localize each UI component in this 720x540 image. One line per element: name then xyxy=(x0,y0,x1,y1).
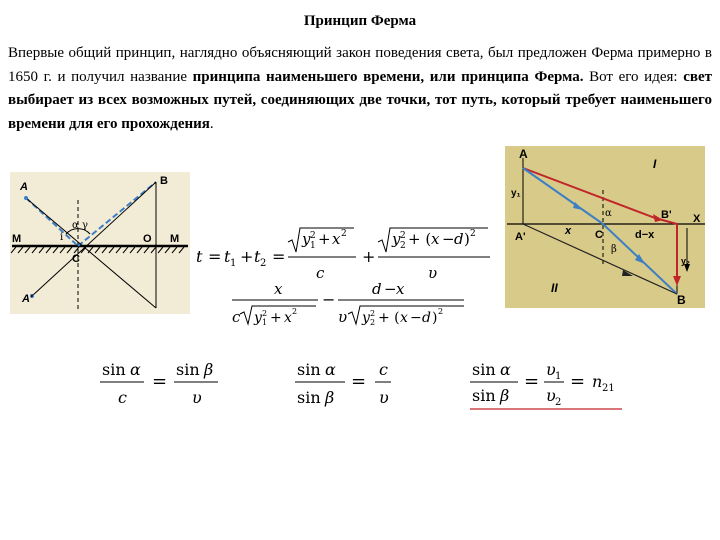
reflection-figure xyxy=(10,172,190,314)
label-A: A xyxy=(519,147,528,161)
svg-text:2: 2 xyxy=(370,309,376,318)
svg-text:21: 21 xyxy=(602,383,615,394)
label-I: I xyxy=(653,157,657,171)
label-Bprime: B' xyxy=(661,209,672,221)
svg-text:x: x xyxy=(396,280,405,298)
svg-text:1: 1 xyxy=(555,371,562,382)
svg-text:+ (: + ( xyxy=(378,310,400,326)
svg-text:1: 1 xyxy=(262,318,268,327)
svg-text:t: t xyxy=(254,247,261,266)
label-M-right: M xyxy=(170,233,180,245)
refraction-figure xyxy=(505,146,705,308)
svg-text:+: + xyxy=(240,247,254,266)
svg-text:y: y xyxy=(362,310,370,326)
intro-text-2: Вот его идея: xyxy=(583,68,684,85)
formula-derivative xyxy=(230,278,470,334)
svg-text:2: 2 xyxy=(370,318,376,327)
svg-text:2: 2 xyxy=(555,397,562,408)
label-gamma: γ xyxy=(82,220,88,231)
svg-text:=: = xyxy=(524,371,540,392)
svg-text:β: β xyxy=(204,360,214,379)
svg-text:2: 2 xyxy=(341,229,347,239)
svg-text:+: + xyxy=(362,247,376,266)
svg-text:sin: sin xyxy=(472,386,496,405)
label-B: B xyxy=(160,175,168,187)
label-alpha: α xyxy=(72,220,79,231)
slide-title: Принцип Ферма xyxy=(303,13,417,29)
svg-text:n: n xyxy=(592,372,603,391)
label-d-minus-x: d−x xyxy=(635,229,655,241)
label-X: X xyxy=(693,213,701,225)
svg-text:y: y xyxy=(302,230,311,248)
svg-text:y: y xyxy=(392,230,401,248)
svg-text:α: α xyxy=(500,360,511,379)
formula-snell-2 xyxy=(295,355,405,411)
svg-text:α: α xyxy=(325,360,336,379)
svg-text:x: x xyxy=(284,310,292,326)
svg-text:−: − xyxy=(384,280,397,298)
svg-text:x: x xyxy=(431,230,440,248)
svg-text:υ: υ xyxy=(338,308,348,326)
svg-text:=: = xyxy=(351,371,367,392)
intro-bold-1: принципа наименьшего времени, или принципа Ферма. xyxy=(192,68,584,85)
intro-end: . xyxy=(209,115,214,132)
svg-text:υ: υ xyxy=(192,388,202,407)
svg-text:β: β xyxy=(500,386,510,405)
svg-text:c: c xyxy=(118,388,127,407)
svg-text:υ: υ xyxy=(379,388,389,407)
label-B: B xyxy=(677,293,686,307)
svg-text:+ (: + ( xyxy=(408,230,432,248)
label-alpha: α xyxy=(605,208,612,219)
label-y1: y₁ xyxy=(511,188,521,199)
formula-snell-1 xyxy=(100,355,230,411)
svg-text:c: c xyxy=(232,308,241,326)
intro-text-1: Впервые общий принцип, наглядно объясняющий закон поведения света, был предложен Ферма примерно в 1650 г. и получил название xyxy=(8,45,712,85)
svg-text:sin: sin xyxy=(176,360,200,379)
svg-text:1: 1 xyxy=(230,258,237,269)
point-A xyxy=(24,196,28,200)
svg-text:=: = xyxy=(570,371,586,392)
svg-text:c: c xyxy=(379,360,388,379)
svg-text:sin: sin xyxy=(297,360,321,379)
label-Aprime: A' xyxy=(22,293,33,305)
svg-text:2: 2 xyxy=(470,229,476,239)
svg-text:sin: sin xyxy=(102,360,126,379)
label-C: C xyxy=(595,229,603,241)
svg-text:α: α xyxy=(130,360,141,379)
svg-text:y: y xyxy=(254,310,262,326)
intro-paragraph xyxy=(8,42,712,136)
svg-text:2: 2 xyxy=(400,241,406,251)
label-M-left: M xyxy=(12,233,22,245)
label-x: x xyxy=(565,225,572,237)
svg-text:2: 2 xyxy=(260,258,267,269)
label-O: O xyxy=(143,233,152,245)
svg-text:+: + xyxy=(270,310,282,326)
svg-text:−: − xyxy=(322,290,336,309)
svg-text:−: − xyxy=(442,230,455,248)
svg-text:d: d xyxy=(422,310,431,326)
label-beta: β xyxy=(611,244,617,255)
svg-text:): ) xyxy=(432,310,438,326)
intro-bold-2: свет выбирает из всех возможных путей, соединяющих две точки, тот путь, который требует наименьшего времени для его прохождения xyxy=(8,68,712,132)
svg-text:t: t xyxy=(196,247,203,266)
label-C: C xyxy=(72,253,80,265)
svg-text:d: d xyxy=(454,230,464,248)
svg-text:d: d xyxy=(372,280,382,298)
svg-text:=: = xyxy=(272,247,286,266)
svg-text:υ: υ xyxy=(546,360,556,379)
svg-text:2: 2 xyxy=(292,307,298,316)
svg-text:sin: sin xyxy=(297,388,321,407)
svg-text:1: 1 xyxy=(310,241,316,251)
svg-text:υ: υ xyxy=(428,264,438,282)
svg-text:x: x xyxy=(400,310,408,326)
svg-text:2: 2 xyxy=(400,231,406,241)
svg-text:2: 2 xyxy=(262,309,268,318)
svg-text:β: β xyxy=(325,388,335,407)
label-i: i xyxy=(60,232,64,243)
svg-text:+: + xyxy=(318,230,331,248)
svg-text:c: c xyxy=(316,264,325,282)
svg-text:): ) xyxy=(464,230,470,248)
formula-snell-3 xyxy=(470,355,630,411)
svg-text:2: 2 xyxy=(310,231,316,241)
svg-text:=: = xyxy=(152,371,168,392)
label-Aprime: A' xyxy=(515,231,526,243)
svg-text:−: − xyxy=(410,310,422,326)
label-II: II xyxy=(551,281,558,295)
svg-text:=: = xyxy=(208,247,222,266)
svg-text:t: t xyxy=(224,247,231,266)
label-y2: y₂ xyxy=(681,256,691,266)
svg-text:sin: sin xyxy=(472,360,496,379)
svg-text:x: x xyxy=(332,230,341,248)
svg-text:υ: υ xyxy=(546,386,556,405)
svg-text:x: x xyxy=(274,280,283,298)
label-A: A xyxy=(20,181,28,193)
svg-text:2: 2 xyxy=(438,307,444,316)
